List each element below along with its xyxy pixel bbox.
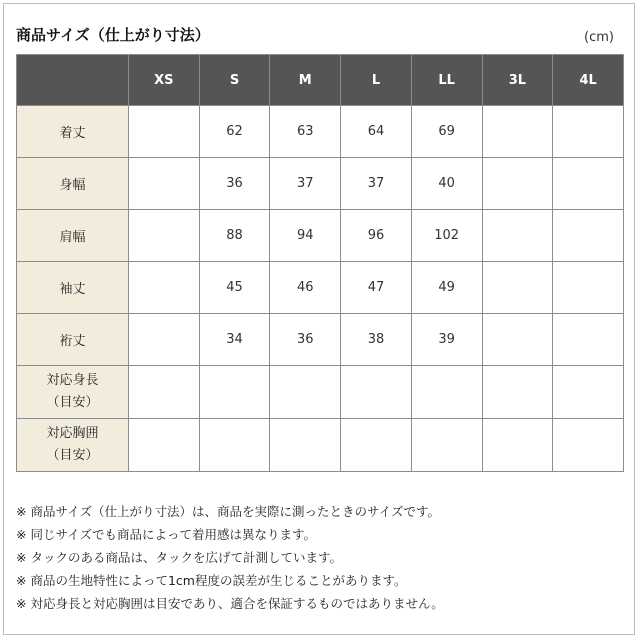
table-cell [553, 262, 624, 314]
size-header-s: S [199, 55, 270, 106]
table-cell [129, 106, 200, 158]
table-row-sleeve [17, 262, 624, 314]
size-header-row [17, 55, 624, 106]
table-cell: 38 [341, 314, 412, 366]
row-label-line2: （目安） [46, 395, 99, 410]
note-item: ※ 同じサイズでも商品によって着用感は異なります。 [16, 527, 316, 542]
table-cell [482, 106, 553, 158]
size-header-m: M [270, 55, 341, 106]
table-cell [482, 419, 553, 472]
table-row-width [17, 158, 624, 210]
row-label-line1: 対応身長 [46, 373, 99, 388]
table-cell [129, 366, 200, 419]
table-cell: 46 [270, 262, 341, 314]
table-cell [553, 314, 624, 366]
table-cell: 96 [341, 210, 412, 262]
row-label: 身幅 [17, 158, 129, 210]
table-cell [482, 262, 553, 314]
size-header-3l: 3L [482, 55, 553, 106]
table-cell: 37 [270, 158, 341, 210]
table-cell [199, 419, 270, 472]
table-cell: 102 [411, 210, 482, 262]
table-cell [199, 366, 270, 419]
table-cell [482, 210, 553, 262]
table-cell: 39 [411, 314, 482, 366]
table-row-height [17, 366, 624, 419]
size-header-l: L [341, 55, 412, 106]
size-header-4l: 4L [553, 55, 624, 106]
size-header-ll: LL [411, 55, 482, 106]
table-cell [129, 158, 200, 210]
table-cell [341, 366, 412, 419]
table-row-shoulder [17, 210, 624, 262]
unit-label: (cm) [584, 30, 614, 45]
page-title: 商品サイズ（仕上がり寸法） [16, 26, 210, 44]
header-corner [17, 55, 129, 106]
row-label: 裄丈 [17, 314, 129, 366]
note-item: ※ 商品サイズ（仕上がり寸法）は、商品を実際に測ったときのサイズです。 [16, 504, 440, 519]
table-cell: 64 [341, 106, 412, 158]
table-cell [129, 262, 200, 314]
table-cell [270, 419, 341, 472]
table-cell [482, 366, 553, 419]
row-label: 着丈 [17, 106, 129, 158]
table-cell [482, 314, 553, 366]
table-cell: 49 [411, 262, 482, 314]
table-cell [553, 106, 624, 158]
row-label [17, 419, 129, 472]
table-cell [129, 419, 200, 472]
table-row-chest [17, 419, 624, 472]
table-cell: 34 [199, 314, 270, 366]
table-cell [553, 210, 624, 262]
note-item: ※ タックのある商品は、タックを広げて計測しています。 [16, 550, 342, 565]
row-label [17, 366, 129, 419]
table-cell: 63 [270, 106, 341, 158]
table-cell [553, 158, 624, 210]
table-cell: 94 [270, 210, 341, 262]
table-cell: 62 [199, 106, 270, 158]
table-cell [553, 366, 624, 419]
row-label-line2: （目安） [46, 448, 99, 463]
note-item: ※ 商品の生地特性によって1cm程度の誤差が生じることがあります。 [16, 573, 407, 588]
table-cell: 45 [199, 262, 270, 314]
table-cell [411, 366, 482, 419]
table-cell [129, 314, 200, 366]
row-label: 肩幅 [17, 210, 129, 262]
table-row-yuki [17, 314, 624, 366]
table-cell: 88 [199, 210, 270, 262]
table-cell [553, 419, 624, 472]
notes-list [16, 500, 624, 615]
table-cell: 47 [341, 262, 412, 314]
size-table [16, 54, 624, 472]
table-cell: 69 [411, 106, 482, 158]
table-cell [129, 210, 200, 262]
table-cell [482, 158, 553, 210]
table-cell: 40 [411, 158, 482, 210]
row-label: 袖丈 [17, 262, 129, 314]
note-item: ※ 対応身長と対応胸囲は目安であり、適合を保証するものではありません。 [16, 596, 444, 611]
table-cell [411, 419, 482, 472]
table-cell [341, 419, 412, 472]
table-row-length [17, 106, 624, 158]
table-cell: 36 [199, 158, 270, 210]
size-header-xs: XS [129, 55, 200, 106]
table-cell: 37 [341, 158, 412, 210]
table-cell: 36 [270, 314, 341, 366]
row-label-line1: 対応胸囲 [46, 426, 99, 441]
table-cell [270, 366, 341, 419]
